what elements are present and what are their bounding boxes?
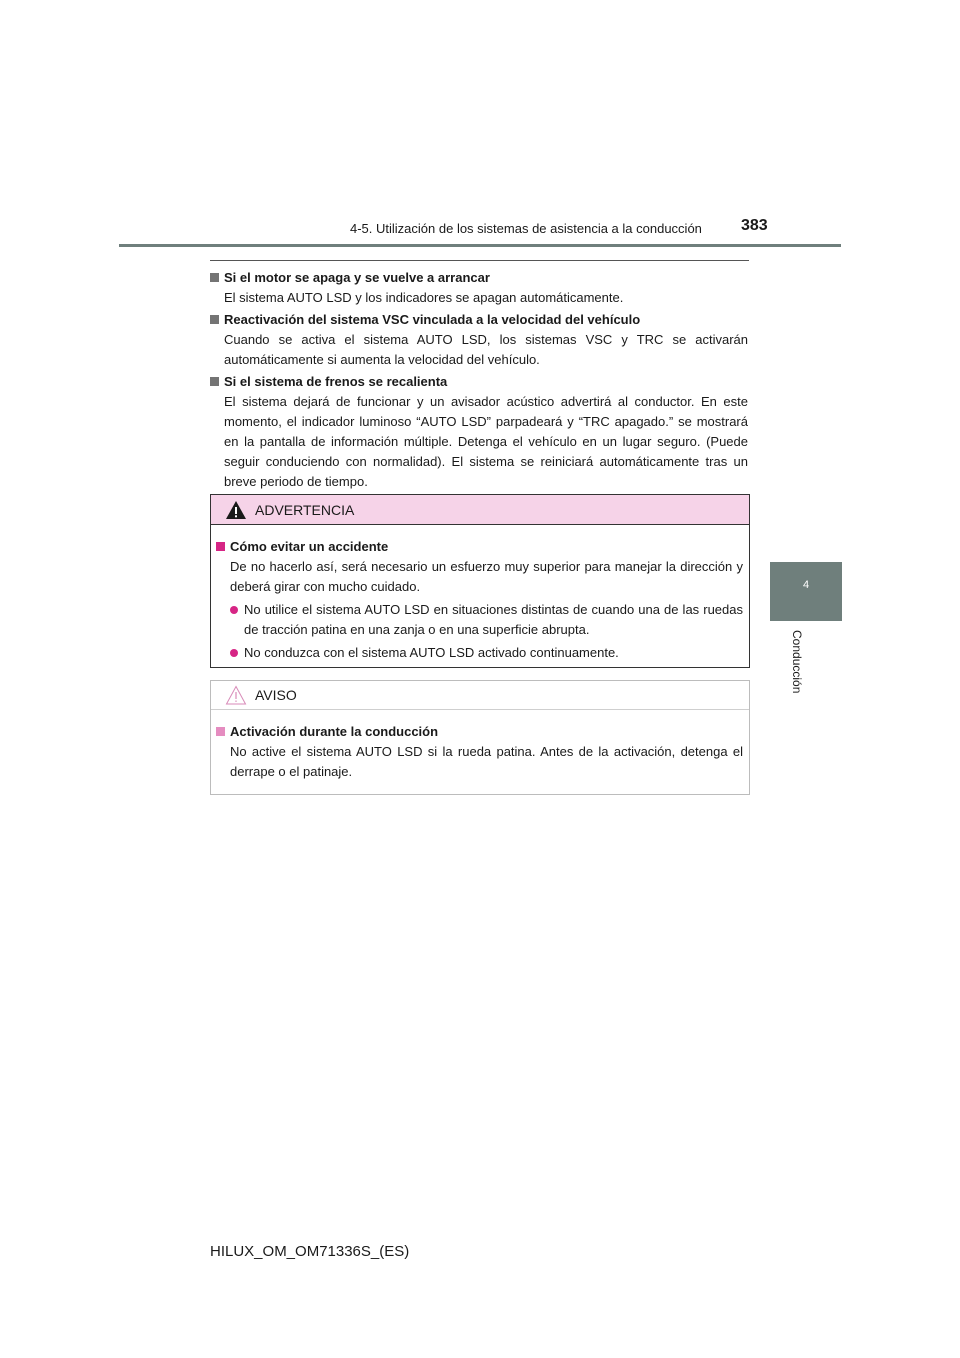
list-item: No conduzca con el sistema AUTO LSD activado continuamente. — [216, 643, 743, 663]
running-header: 4-5. Utilización de los sistemas de asistencia a la conducción — [350, 221, 702, 236]
warning-body — [211, 525, 749, 663]
section-body: El sistema dejará de funcionar y un avisador acústico advertirá al conductor. En este momento, el indicador luminoso “AUTO LSD” parpadeará y “TRC apagado.” se mostrará en la pantalla de información múltiple. Detenga el vehículo en un lugar seguro. (Puede seguir conduciendo con normalidad). El sistema se reiniciará automáticamente tras un breve periodo de tiempo. — [224, 394, 748, 489]
notice-text: No active el sistema AUTO LSD si la rueda patina. Antes de la activación, detenga el derrape o el patinaje. — [230, 744, 743, 779]
notice-title: AVISO — [255, 687, 297, 703]
section-body: El sistema AUTO LSD y los indicadores se apagan automáticamente. — [224, 290, 624, 305]
section-divider — [210, 260, 749, 261]
section-heading: Reactivación del sistema VSC vinculada a la velocidad del vehículo — [224, 312, 641, 327]
warning-header — [211, 495, 749, 525]
warning-box — [210, 494, 750, 668]
square-bullet-icon — [216, 727, 225, 736]
header-rule — [119, 244, 841, 247]
page-number: 383 — [741, 217, 768, 234]
notice-header — [211, 681, 749, 710]
chapter-tab-number: 4 — [802, 579, 810, 591]
round-bullet-icon — [230, 606, 238, 614]
warning-text: De no hacerlo así, será necesario un esfuerzo muy superior para manejar la dirección y deberá girar con mucho cuidado. — [230, 559, 743, 594]
round-bullet-icon — [230, 649, 238, 657]
list-item: No utilice el sistema AUTO LSD en situaciones distintas de cuando una de las ruedas de tracción patina en una zanja o en una superficie abrupta. — [216, 600, 743, 640]
warning-heading: Cómo evitar un accidente — [230, 539, 389, 554]
square-bullet-icon — [210, 315, 219, 324]
square-bullet-icon — [216, 542, 225, 551]
square-bullet-icon — [210, 377, 219, 386]
chapter-tab — [770, 562, 842, 621]
caution-triangle-outline-icon — [225, 685, 247, 705]
notice-body — [211, 710, 749, 782]
section-heading: Si el sistema de frenos se recalienta — [224, 374, 448, 389]
document-code: HILUX_OM_OM71336S_(ES) — [210, 1243, 410, 1260]
section-engine-restart — [210, 268, 748, 308]
section-vsc-reactivation — [210, 310, 748, 370]
section-body: Cuando se activa el sistema AUTO LSD, los sistemas VSC y TRC se activarán automáticamente si aumenta la velocidad del vehículo. — [224, 332, 748, 367]
square-bullet-icon — [210, 273, 219, 282]
warning-title: ADVERTENCIA — [255, 501, 355, 518]
section-brake-overheat — [210, 372, 748, 492]
section-heading: Si el motor se apaga y se vuelve a arrancar — [224, 270, 490, 285]
chapter-tab-label: Conducción — [790, 630, 804, 694]
warning-triangle-icon — [225, 500, 247, 520]
notice-box — [210, 680, 750, 795]
main-content — [210, 268, 748, 494]
notice-heading: Activación durante la conducción — [230, 724, 439, 739]
